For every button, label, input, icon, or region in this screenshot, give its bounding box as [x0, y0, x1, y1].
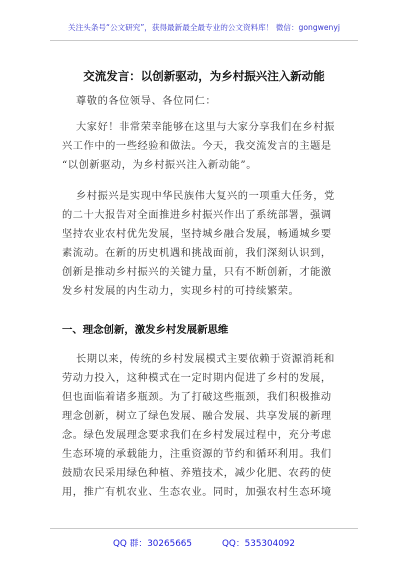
header-note: 关注头条号“公文研究”，获得最新最全最专业的公文资料库！ 微信：gongwenyj [68, 23, 340, 32]
paragraph-line: 但也面临着诸多瓶颈。为了打破这些瓶颈，我们积极推动 [62, 392, 332, 403]
footer-note [0, 536, 408, 549]
paragraph-line: 鼓励农民采用绿色种植、养殖技术，减少化肥、农药的使 [62, 468, 332, 479]
paragraph-line: 长期以来，传统的乡村发展模式主要依赖于资源消耗和 [76, 354, 335, 365]
paragraph-line: 生态环境的承载能力，注重资源的节约和循环利用。我们 [62, 449, 332, 460]
paragraph-line: 劳动力投入，这种模式在一定时期内促进了乡村的发展， [62, 373, 332, 384]
document-title: 交流发言：以创新驱动，为乡村振兴注入新动能 [83, 69, 325, 83]
section-heading: 一、理念创新，激发乡村发展新思维 [62, 324, 229, 336]
paragraph-line: 大家好！非常荣幸能够在这里与大家分享我们在乡村振 [76, 122, 335, 133]
paragraph-line: 乡村振兴是实现中华民族伟大复兴的一项重大任务，党 [76, 191, 335, 202]
header-divider [50, 40, 358, 41]
paragraph-line: “以创新驱动，为乡村振兴注入新动能”。 [62, 160, 258, 171]
paragraph-line: 念。绿色发展理念要求我们在乡村发展过程中，充分考虑 [62, 430, 332, 441]
paragraph-line: 创新是推动乡村振兴的关键力量，只有不断创新，才能激 [62, 267, 332, 278]
footer-qq-group: QQ 群：30265665 [112, 539, 192, 549]
paragraph-line: 兴工作中的一些经验和做法。今天，我交流发言的主题是 [62, 141, 332, 152]
paragraph-line: 的二十大报告对全面推进乡村振兴作出了系统部署，强调 [62, 210, 332, 221]
paragraph-line: 发乡村发展的内生动力，实现乡村的可持续繁荣。 [62, 286, 300, 297]
paragraph-line: 素流动。在新的历史机遇和挑战面前，我们深刻认识到， [62, 248, 332, 259]
salutation: 尊敬的各位领导、各位同仁： [76, 96, 217, 107]
footer-qq: QQ：535304092 [221, 539, 296, 549]
paragraph-line: 坚持农业农村优先发展，坚持城乡融合发展，畅通城乡要 [62, 229, 332, 240]
paragraph-line: 理念创新，树立了绿色发展、融合发展、共享发展的新理 [62, 411, 332, 422]
paragraph-line: 用，推广有机农业、生态农业。同时，加强农村生态环境 [62, 487, 332, 498]
footer-divider [50, 528, 358, 529]
